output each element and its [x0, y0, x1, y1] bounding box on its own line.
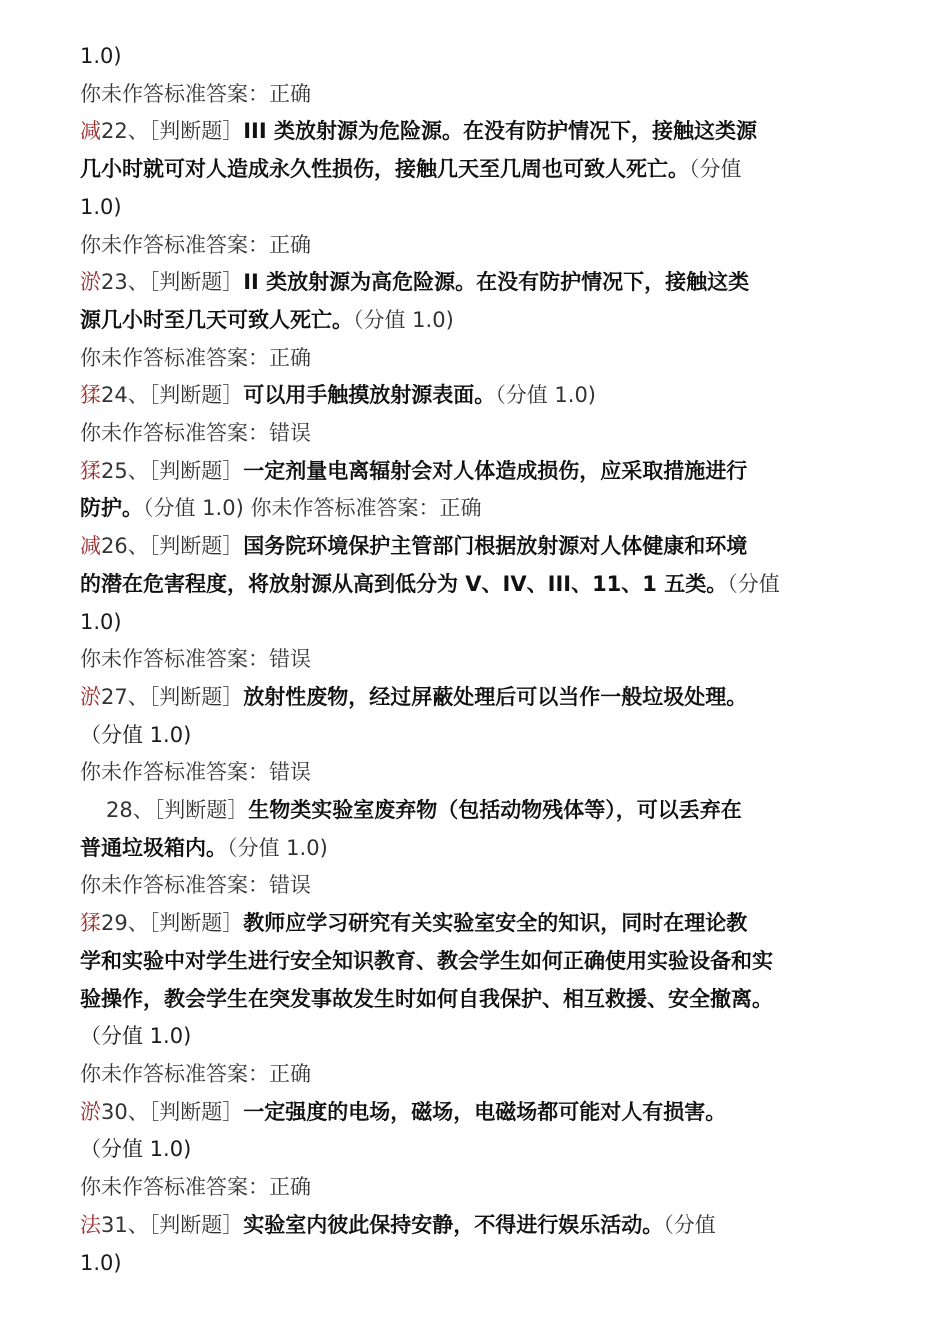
- question-number: 27、［判断题］: [101, 684, 244, 709]
- question-continuation: [80, 981, 880, 1019]
- score-text: （分值 1.0) 你未作答标准答案：正确: [143, 496, 482, 521]
- question-number: 26、［判断题］: [101, 534, 244, 559]
- question-header: [80, 113, 880, 151]
- question-text: III 类放射源为危险源。在没有防护情况下，接触这类源: [243, 119, 757, 144]
- answer-value: 正确: [269, 1175, 311, 1200]
- margin-mark: 淤: [80, 1099, 101, 1124]
- text-line: [80, 604, 880, 642]
- question-number: 24、［判断题］: [101, 383, 244, 408]
- question-number: 25、［判断题］: [101, 458, 244, 483]
- score-text: 1.0): [80, 44, 122, 68]
- question-text: 实验室内彼此保持安静，不得进行娱乐活动。: [243, 1212, 664, 1237]
- margin-mark: 减: [80, 534, 101, 559]
- question-header: [80, 679, 880, 717]
- question-number: 31、［判断题］: [101, 1212, 244, 1237]
- answer-label: 你未作答标准答案：: [80, 1061, 269, 1086]
- question-text: 验操作，教会学生在突发事故发生时如何自我保护、相互救援、安全撤离。: [80, 986, 773, 1011]
- text-line: [80, 1018, 880, 1056]
- question-header: [80, 905, 880, 943]
- question-header: [80, 1094, 880, 1132]
- margin-mark: 淤: [80, 684, 101, 709]
- question-text: 几小时就可对人造成永久性损伤，接触几天至几周也可致人死亡。: [80, 157, 689, 182]
- question-text: 普通垃圾箱内。: [80, 835, 227, 860]
- question-text: 国务院环境保护主管部门根据放射源对人体健康和环境: [243, 534, 748, 559]
- document-page: [80, 38, 880, 1282]
- margin-mark: 减: [80, 119, 101, 144]
- score-text: 1.0): [80, 609, 122, 634]
- margin-mark: 法: [80, 1212, 101, 1237]
- question-continuation: [80, 302, 880, 340]
- text-line: [80, 717, 880, 755]
- score-text: （分值 1.0): [80, 1024, 192, 1049]
- question-number: 29、［判断题］: [101, 911, 244, 936]
- question-text: 教师应学习研究有关实验室安全的知识，同时在理论教: [243, 911, 748, 936]
- answer-value: 错误: [269, 873, 311, 898]
- question-text: 一定剂量电离辐射会对人体造成损伤，应采取措施进行: [243, 458, 748, 483]
- question-header: [80, 377, 880, 415]
- question-text: 学和实验中对学生进行安全知识教育、教会学生如何正确使用实验设备和实: [80, 948, 773, 973]
- answer-label: 你未作答标准答案：: [80, 1175, 269, 1200]
- question-text: 生物类实验室废弃物（包括动物残体等），可以丢弃在: [248, 798, 742, 823]
- answer-value: 正确: [269, 232, 311, 257]
- answer-line: [80, 415, 880, 453]
- answer-line: [80, 1169, 880, 1207]
- margin-mark: 猱: [80, 911, 101, 936]
- score-text: （分值 1.0): [353, 307, 454, 332]
- answer-value: 错误: [269, 421, 311, 446]
- score-text: （分值 1.0): [80, 722, 192, 747]
- question-continuation: [80, 830, 880, 868]
- question-header: [80, 792, 880, 830]
- text-line: [80, 1245, 880, 1283]
- question-header: [80, 528, 880, 566]
- question-header: [80, 264, 880, 302]
- score-text: （分值: [663, 1212, 716, 1237]
- answer-line: [80, 1056, 880, 1094]
- question-text: 防护。: [80, 496, 143, 521]
- question-text: II 类放射源为高危险源。在没有防护情况下，接触这类: [243, 270, 750, 295]
- question-text: 放射性废物，经过屏蔽处理后可以当作一般垃圾处理。: [243, 684, 748, 709]
- question-continuation: [80, 490, 880, 528]
- answer-label: 你未作答标准答案：: [80, 873, 269, 898]
- question-continuation: [80, 566, 880, 604]
- score-text: （分值: [689, 157, 742, 182]
- score-text: （分值: [727, 571, 780, 596]
- margin-mark: 淤: [80, 270, 101, 295]
- answer-value: 正确: [269, 81, 311, 106]
- answer-label: 你未作答标准答案：: [80, 647, 269, 672]
- score-text: （分值 1.0): [495, 383, 596, 408]
- question-header: [80, 453, 880, 491]
- question-text: 一定强度的电场，磁场，电磁场都可能对人有损害。: [243, 1099, 727, 1124]
- text-line: [80, 38, 880, 76]
- question-text: 的潜在危害程度，将放射源从高到低分为 V、IV、III、11、1 五类。: [80, 571, 728, 596]
- question-header: [80, 1207, 880, 1245]
- answer-label: 你未作答标准答案：: [80, 232, 269, 257]
- question-number: 30、［判断题］: [101, 1099, 244, 1124]
- question-text: 源几小时至几天可致人死亡。: [80, 307, 353, 332]
- answer-value: 错误: [269, 647, 311, 672]
- answer-label: 你未作答标准答案：: [80, 345, 269, 370]
- question-number: 23、［判断题］: [101, 270, 244, 295]
- answer-value: 错误: [269, 760, 311, 785]
- answer-value: 正确: [269, 345, 311, 370]
- text-line: [80, 189, 880, 227]
- score-text: 1.0): [80, 194, 122, 219]
- answer-line: [80, 76, 880, 114]
- question-number: 28、［判断题］: [106, 798, 249, 823]
- margin-mark: 猱: [80, 458, 101, 483]
- score-text: （分值 1.0): [227, 835, 328, 860]
- answer-line: [80, 227, 880, 265]
- score-text: （分值 1.0): [80, 1137, 192, 1162]
- question-continuation: [80, 151, 880, 189]
- answer-label: 你未作答标准答案：: [80, 421, 269, 446]
- answer-label: 你未作答标准答案：: [80, 760, 269, 785]
- answer-line: [80, 754, 880, 792]
- question-continuation: [80, 943, 880, 981]
- answer-value: 正确: [269, 1061, 311, 1086]
- score-text: 1.0): [80, 1250, 122, 1275]
- answer-label: 你未作答标准答案：: [80, 81, 269, 106]
- answer-line: [80, 641, 880, 679]
- question-number: 22、［判断题］: [101, 119, 244, 144]
- question-text: 可以用手触摸放射源表面。: [243, 383, 496, 408]
- answer-line: [80, 340, 880, 378]
- answer-line: [80, 867, 880, 905]
- margin-mark: 猱: [80, 383, 101, 408]
- text-line: [80, 1131, 880, 1169]
